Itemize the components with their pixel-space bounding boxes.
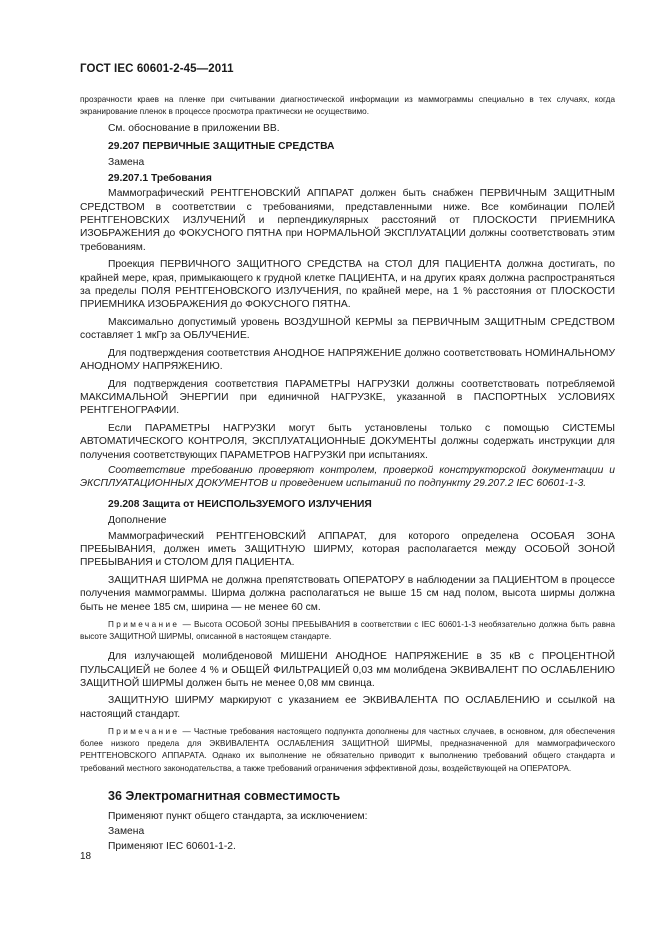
page-number: 18 [80,851,92,862]
note-1-text: — Высота ОСОБОЙ ЗОНЫ ПРЕБЫВАНИЯ в соответствии с IEC 60601-1-3 необязательно должна быть равна высоте ЗАЩИТНОЙ ШИРМЫ, описанной в настоящем стандарте. [80,620,615,642]
s208-paragraph-4: ЗАЩИТНУЮ ШИРМУ маркируют с указанием ее ЭКВИВАЛЕНТА ПО ОСЛАБЛЕНИЮ и ссылкой на настоящий стандарт. [80,695,615,720]
s208-note-2 [80,726,615,774]
s207-compliance-text: Соответствие требованию проверяют контролем, проверкой конструкторской документации и ЭКСПЛУАТАЦИОННЫХ ДОКУМЕНТОВ и проведением испытаний по подпункту 29.207.2 IEC 60601-1-3. [80,464,615,490]
note-2-label: Примечание [108,727,180,737]
section-36-line-3: Применяют IEC 60601-1-2. [108,841,236,853]
document-body [80,94,615,854]
s207-paragraph-6: Если ПАРАМЕТРЫ НАГРУЗКИ могут быть установлены только с помощью СИСТЕМЫ АВТОМАТИЧЕСКОГО КОНТРОЛЯ, ЭКСПЛУАТАЦИОННЫЕ ДОКУМЕНТЫ должны содержать инструкции для получения соответствующих ПАРАМЕТРОВ НАГРУЗКИ при испытаниях. [80,422,615,461]
document-header: ГОСТ IEC 60601-2-45—2011 [80,63,234,75]
section-36-replace-label: Замена [108,826,145,837]
s207-paragraph-5: Для подтверждения соответствия ПАРАМЕТРЫ НАГРУЗКИ должны соответствовать потребляемой МАКСИМАЛЬНОЙ ЭНЕРГИИ при единичной НАГРУЗКЕ, указанной в ПАСПОРТНЫХ УСЛОВИЯХ РЕНТГЕНОГРАФИИ. [80,378,615,417]
section-29-208-addition-label: Дополнение [108,515,167,527]
note-2-text: — Частные требования настоящего подпункта дополнены для частных случаев, в основном, для обеспечения более низкого предела для ЭКВИВАЛЕНТА ОСЛАБЛЕНИЯ ЗАЩИТНОЙ ШИРМЫ, предназначенной для маммографического РЕНТГЕНОВСКОГО АППАРАТА. Однако их выполнение не обязательно приводит к выполнению требований общего стандарта и требований местного законодательства, а также требований ограничения эффективной дозы, воздействующей на ОПЕРАТОРА. [80,727,615,773]
section-36-heading: 36 Электромагнитная совместимость [108,788,341,803]
s207-paragraph-3: Максимально допустимый уровень ВОЗДУШНОЙ КЕРМЫ за ПЕРВИЧНЫМ ЗАЩИТНЫМ СРЕДСТВОМ составляет 1 мкГр за ОБЛУЧЕНИЕ. [80,316,615,342]
section-29-207-heading: 29.207 ПЕРВИЧНЫЕ ЗАЩИТНЫЕ СРЕДСТВА [108,141,335,152]
s207-paragraph-2: Проекция ПЕРВИЧНОГО ЗАЩИТНОГО СРЕДСТВА на СТОЛ ДЛЯ ПАЦИЕНТА должна достигать, по крайней мере, края, примыкающего к грудной клетке ПАЦИЕНТА, и на других краях должна распространяться за пределы ПОЛЯ РЕНТГЕНОВСКОГО ИЗЛУЧЕНИЯ, по крайней мере, на 1 % расстояния от ПЛОСКОСТИ ПРИЕМНИКА ИЗОБРАЖЕНИЯ до ФОКУСНОГО ПЯТНА. [80,259,615,311]
section-29-207-replace-label: Замена [108,157,145,169]
intro-text: прозрачности краев на пленке при считывании диагностической информации из маммограммы специально в тех случаях, когда экранирование пленок в процессе просмотра практически не осуществимо. [80,95,615,117]
section-29-208-heading: 29.208 Защита от НЕИСПОЛЬЗУЕМОГО ИЗЛУЧЕНИЯ [108,498,372,510]
s207-paragraph-1: Маммографический РЕНТГЕНОВСКИЙ АППАРАТ должен быть снабжен ПЕРВИЧНЫМ ЗАЩИТНЫМ СРЕДСТВОМ в соответствии с требованиями, представленными ниже. Все комбинации ПОЛЕЙ РЕНТГЕНОВСКИХ ИЗЛУЧЕНИЙ и перпендикулярных расстояний от ПЛОСКОСТИ ПРИЕМНИКА ИЗОБРАЖЕНИЯ до ФОКУСНОГО ПЯТНА при НОРМАЛЬНОЙ ЭКСПЛУАТАЦИИ должны соответствовать этим требованиям. [80,188,615,253]
s207-paragraph-4: Для подтверждения соответствия АНОДНОЕ НАПРЯЖЕНИЕ должно соответствовать НОМИНАЛЬНОМУ АНОДНОМУ НАПРЯЖЕНИЮ. [80,347,615,373]
s208-paragraph-3: Для излучающей молибденовой МИШЕНИ АНОДНОЕ НАПРЯЖЕНИЕ в 35 кВ с ПРОЦЕНТНОЙ ПУЛЬСАЦИЕЙ не более 4 % и ОБЩЕЙ ФИЛЬТРАЦИЕЙ 0,03 мм молибдена ЭКВИВАЛЕНТ ПО ОСЛАБЛЕНИЮ ЗАЩИТНОЙ ШИРМЫ должен быть не менее 0,08 мм свинца. [80,651,615,689]
s208-paragraph-1: Маммографический РЕНТГЕНОВСКИЙ АППАРАТ, для которого определена ОСОБАЯ ЗОНА ПРЕБЫВАНИЯ, должен иметь ЗАЩИТНУЮ ШИРМУ, которая располагается между ОСОБОЙ ЗОНОЙ ПРЕБЫВАНИЯ и СТОЛОМ ДЛЯ ПАЦИЕНТА. [80,530,615,569]
intro-see-reference: См. обоснование в приложении ВВ. [108,122,280,134]
section-29-207-1-heading: 29.207.1 Требования [108,172,212,184]
section-36-line-1: Применяют пункт общего стандарта, за исключением: [108,810,368,822]
note-1-label: Примечание [108,620,180,629]
s208-paragraph-2: ЗАЩИТНАЯ ШИРМА не должна препятствовать ОПЕРАТОРУ в наблюдении за ПАЦИЕНТОМ в процессе получения маммограммы. Ширма должна располагаться не выше 15 см над полом, высота ширмы должна быть не менее 185 см, ширина — не менее 60 см. [80,574,615,613]
s208-note-1 [80,619,615,643]
